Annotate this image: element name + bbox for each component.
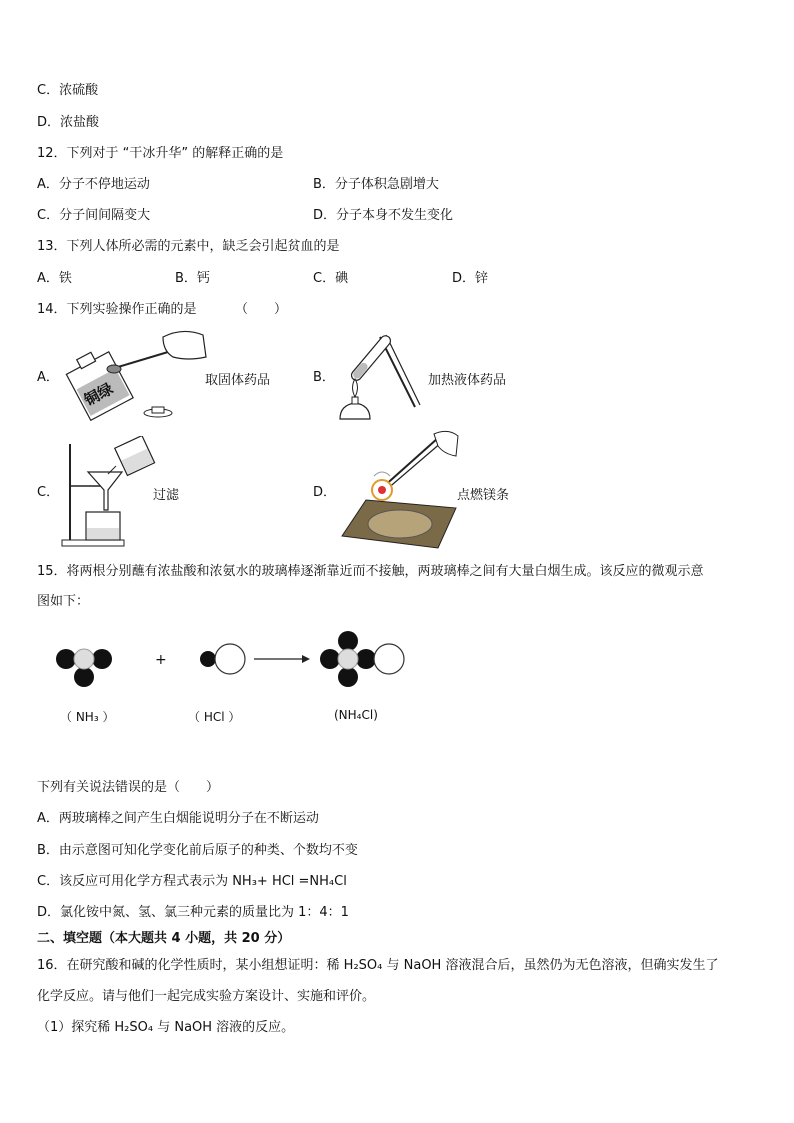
heat-liquid-illustration (330, 327, 430, 423)
question-14: 14．下列实验操作正确的是 (37, 302, 197, 317)
burn-magnesium-illustration (338, 428, 460, 552)
answer-paren: （ ） (235, 302, 288, 317)
question-16-part-1: （1）探究稀 H₂SO₄ 与 NaOH 溶液的反应。 (37, 1020, 295, 1035)
section-2-heading: 二、填空题（本大题共 4 小题，共 20 分） (37, 931, 291, 946)
label-nh4cl: (NH₄Cl) (334, 708, 378, 722)
q13-option-b: B．钙 (175, 271, 210, 286)
hcl-molecule (200, 644, 245, 674)
take-solid-medicine-illustration (58, 327, 208, 423)
q15-option-d: D．氯化铵中氮、氢、氯三种元素的质量比为 1：4：1 (37, 905, 349, 920)
q14-option-d-label: D． (313, 485, 337, 500)
q14-option-a-caption: 取固体药品 (205, 373, 271, 388)
q14-option-d-caption: 点燃镁条 (457, 488, 510, 503)
q15-option-c: C．该反应可用化学方程式表示为 NH₃+ HCl =NH₄Cl (37, 874, 347, 889)
q13-option-c: C．碘 (313, 271, 349, 286)
filtration-illustration (58, 436, 158, 548)
reaction-micro-diagram (40, 622, 420, 700)
q13-option-d: D．锌 (452, 271, 489, 286)
q14-option-a-label: A． (37, 370, 59, 385)
nh3-molecule (56, 649, 112, 687)
q12-option-c: C．分子间间隔变大 (37, 208, 151, 223)
nh4cl-molecule (320, 631, 404, 687)
question-13: 13．下列人体所必需的元素中，缺乏会引起贫血的是 (37, 239, 340, 254)
question-16-line-2: 化学反应。请与他们一起完成实验方案设计、实施和评价。 (37, 989, 376, 1004)
plus-sign: + (155, 652, 167, 668)
q14-option-b-label: B． (313, 370, 335, 385)
q14-option-c-label: C． (37, 485, 60, 500)
q12-option-b: B．分子体积急剧增大 (313, 177, 439, 192)
question-15-stem: 下列有关说法错误的是（ ） (37, 780, 220, 795)
q12-option-d: D．分子本身不发生变化 (313, 208, 454, 223)
option-d-line: D．浓盐酸 (37, 115, 100, 130)
question-15-line-2: 图如下： (37, 594, 90, 609)
q13-option-a: A．铁 (37, 271, 72, 286)
q15-option-a: A．两玻璃棒之间产生白烟能说明分子在不断运动 (37, 811, 319, 826)
label-hcl: （ HCl ） (188, 710, 241, 724)
option-c-line: C．浓硫酸 (37, 83, 99, 98)
question-15-line-1: 15．将两根分别蘸有浓盐酸和浓氨水的玻璃棒逐渐靠近而不接触，两玻璃棒之间有大量白烟生成。该反应的微观示意 (37, 564, 704, 579)
q12-option-a: A．分子不停地运动 (37, 177, 150, 192)
question-16-line-1: 16．在研究酸和碱的化学性质时，某小组想证明：稀 H₂SO₄ 与 NaOH 溶液混合后，虽然仍为无色溶液，但确实发生了 (37, 958, 719, 973)
bottle-label: 铜绿 (81, 379, 117, 410)
q14-option-b-caption: 加热液体药品 (428, 373, 507, 388)
q15-option-b: B．由示意图可知化学变化前后原子的种类、个数均不变 (37, 843, 358, 858)
label-nh3: （ NH₃ ） (60, 710, 115, 724)
question-12: 12．下列对于 “干冰升华” 的解释正确的是 (37, 146, 284, 161)
q14-option-c-caption: 过滤 (153, 488, 180, 503)
